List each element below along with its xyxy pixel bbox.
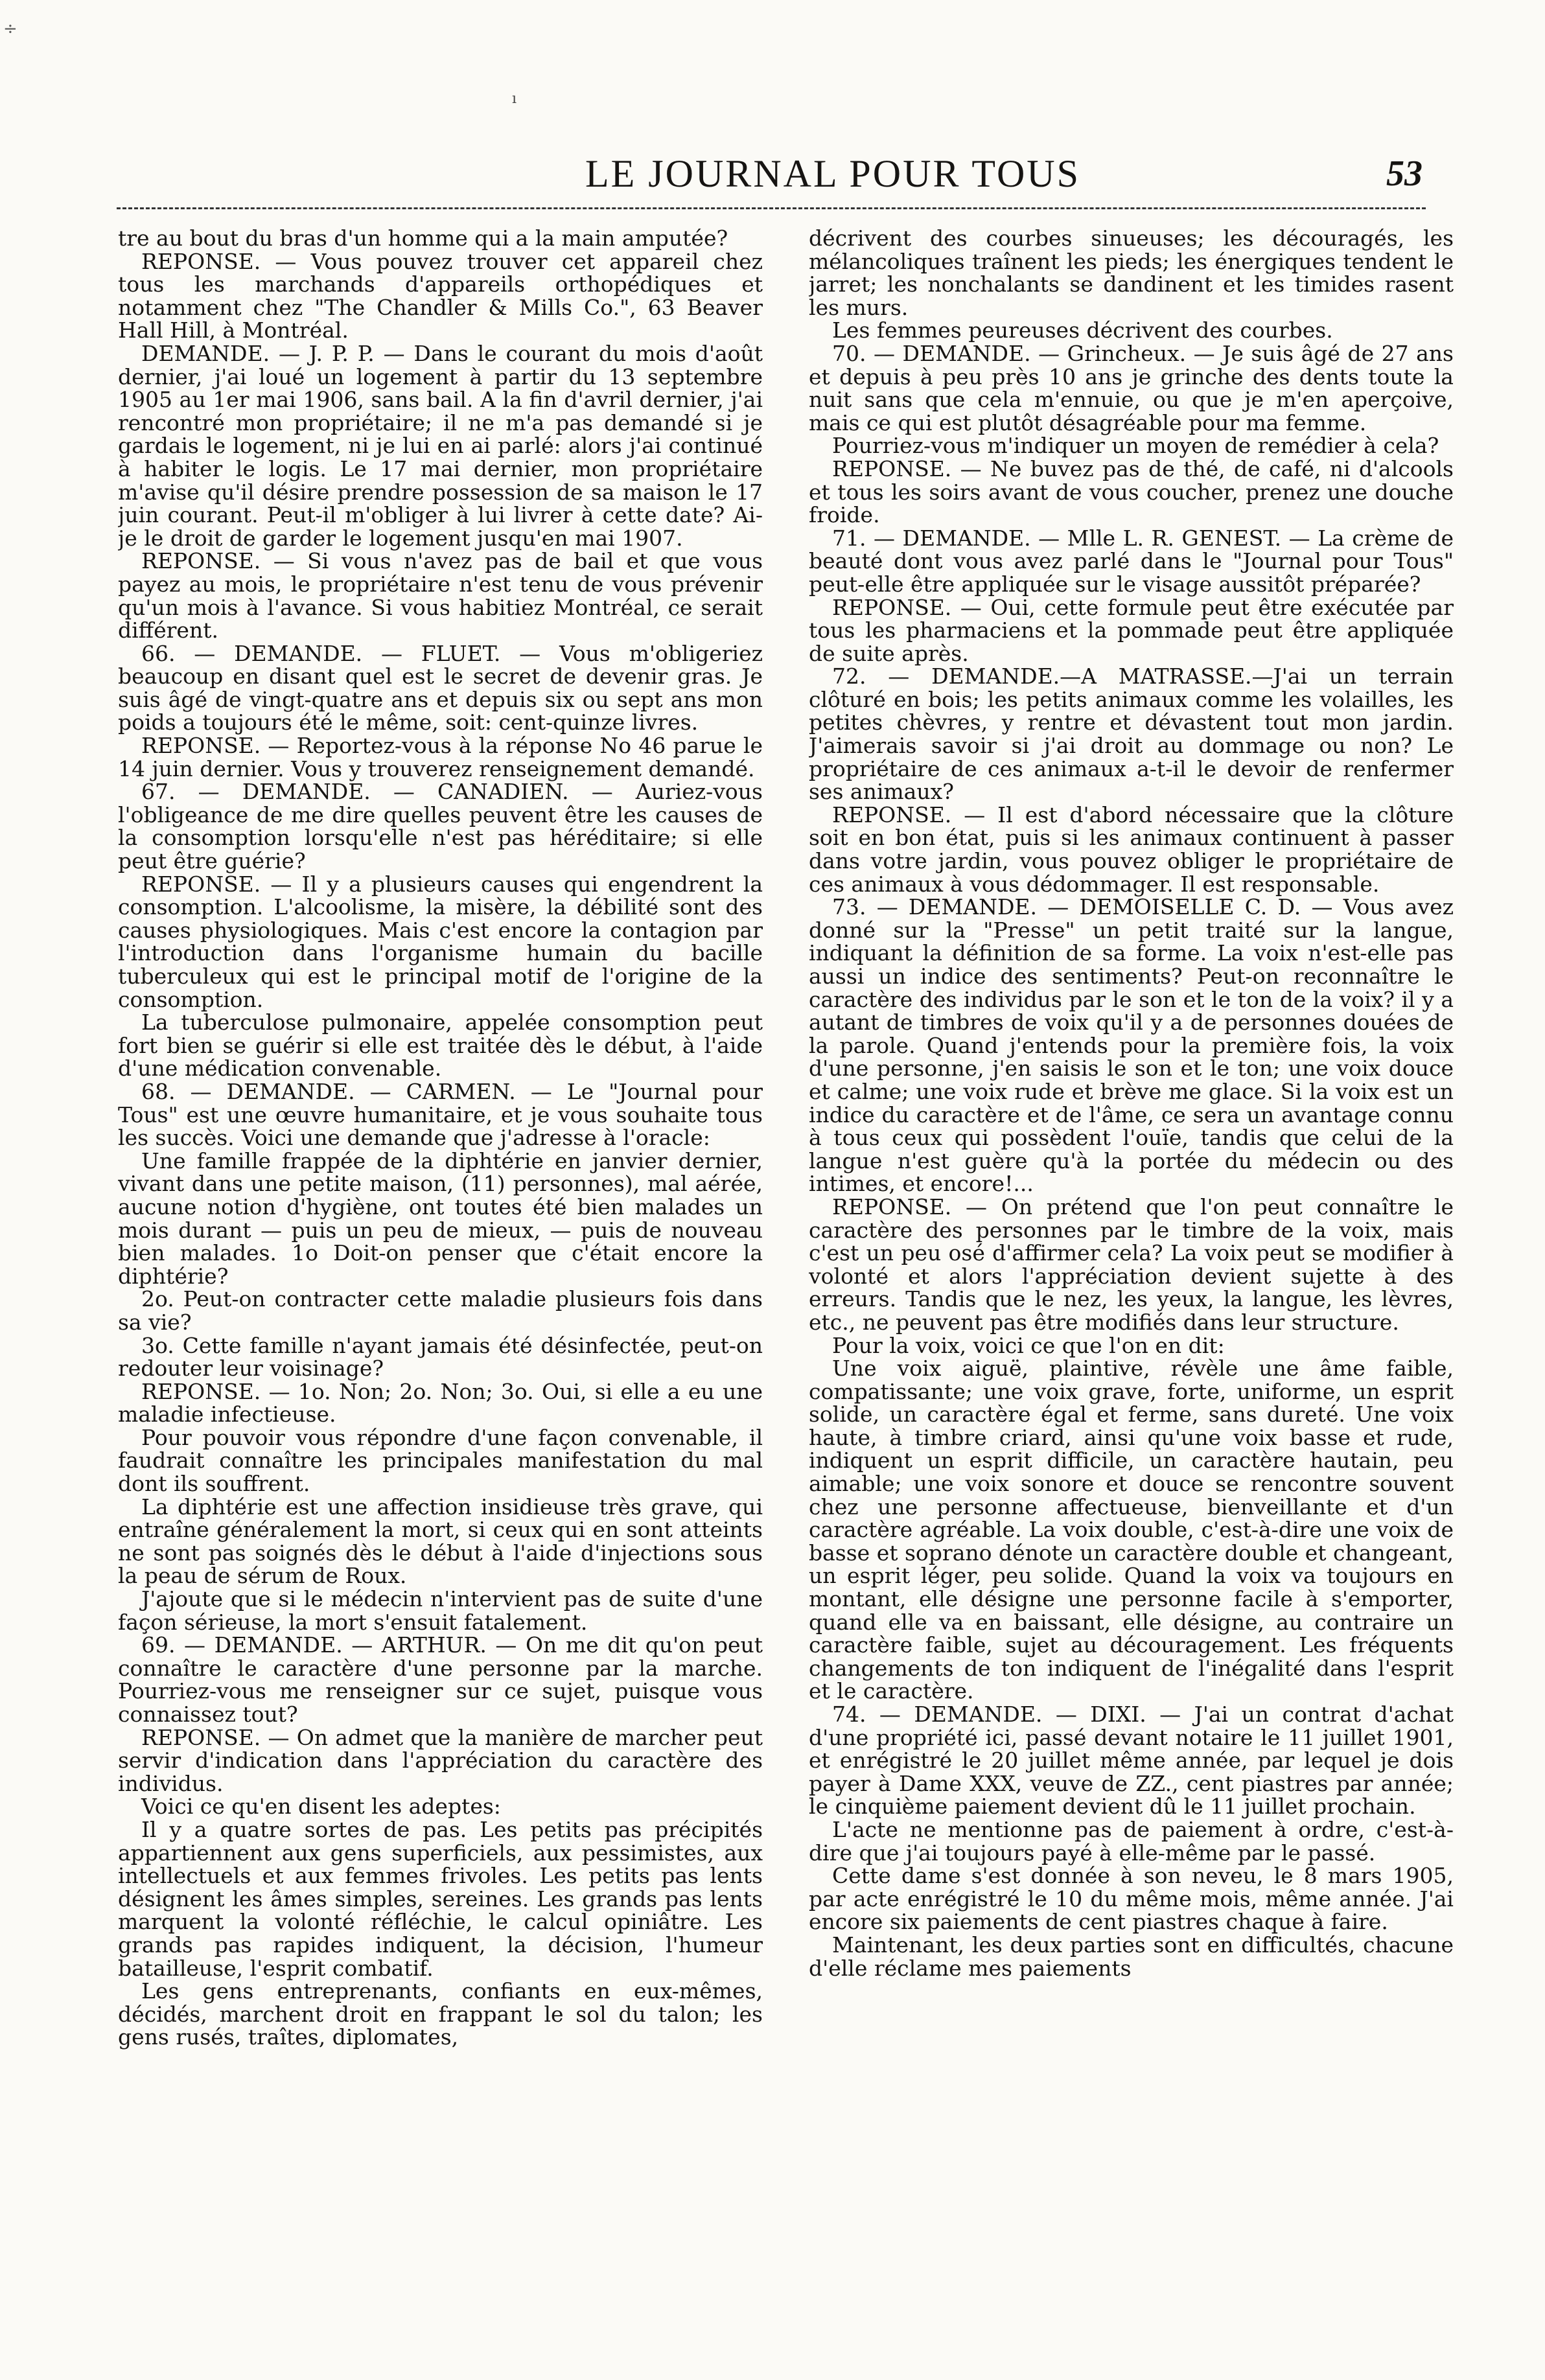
paragraph: Maintenant, les deux parties sont en difficultés, chacune d'elle réclame mes paiements — [809, 1932, 1454, 1981]
paragraph: REPONSE. — Oui, cette formule peut être exécutée par tous les pharmaciens et la pommade peut être appliquée de suite après. — [809, 594, 1454, 666]
paragraph: Une famille frappée de la diphtérie en janvier dernier, vivant dans une petite maison, (11) personnes), mal aérée, aucune notion d'hygiène, ont toutes été bien malades un mois durant — puis un peu de mieux, — puis de nouveau bien malades. 1o Doit-on penser que c'était encore la diphtérie? — [118, 1148, 763, 1289]
paragraph: Pour la voix, voici ce que l'on en dit: — [832, 1332, 1225, 1358]
paragraph: décrivent des courbes sinueuses; les découragés, les mélancoliques traînent les pieds; les énergiques tendent le jarret; les nonchalants se dandinent et les timides rasent les murs. — [809, 227, 1454, 320]
paragraph: Une voix aiguë, plaintive, révèle une âme faible, compatissante; une voix grave, forte, uniforme, un esprit solide, un caractère égal et ferme, sans dureté. Une voix haute, à timbre criard, ainsi qu'une voix basse et rude, indiquent un esprit difficile, un caractère hautain, peu aimable; une voix sonore et douce se rencontre souvent chez une personne affectueuse, bienveillante et d'un caractère agréable. La voix double, c'est-à-dire une voix de basse et soprano dénote un caractère double et changeant, un esprit léger, peu solide. Quand la voix va toujours en montant, elle désigne une personne facile à s'emporter, quand elle va en baissant, elle désigne, au contraire un caractère faible, sujet au découragement. Les fréquents changements de ton indiquent de l'inégalité dans l'esprit et le caractère. — [809, 1356, 1454, 1704]
page-header — [113, 148, 1429, 206]
paragraph: La tuberculose pulmonaire, appelée consomption peut fort bien se guérir si elle est traitée dès le début, à l'aide d'une médication convenable. — [118, 1010, 763, 1081]
paragraph: Les femmes peureuses décrivent des courbes. — [832, 318, 1333, 343]
paragraph: Cette dame s'est donnée à son neveu, le 8 mars 1905, par acte enrégistré le 10 du même mois, même année. J'ai encore six paiements de cent piastres chaque à faire. — [809, 1863, 1454, 1935]
fold-mark: ı — [512, 91, 517, 107]
paragraph: 73. — DEMANDE. — DEMOISELLE C. D. — Vous avez donné sur la "Presse" un petit traité sur la langue, indiquant la définition de sa forme. La voix n'est-elle pas aussi un indice des sentiments? Peut-on reconnaître le caractère des individus par le son et le ton de la voix? il y a autant de timbres de voix qu'il y a de personnes douées de la parole. Quand j'entends pour la première fois, la voix d'une personne, j'en saisis le son et le ton; une voix douce et calme; une voix rude et brève me glace. Si la voix est un indice du caractère et de l'âme, ce sera un avantage connu à tous ceux qui possèdent l'ouïe, tandis que celui de la langue n'est guère qu'à la portée du médecin ou des intimes, et encore!... — [809, 894, 1454, 1197]
paragraph: 74. — DEMANDE. — DIXI. — J'ai un contrat d'achat d'une propriété ici, passé devant notaire le 11 juillet 1901, et enrégistré le 20 juillet même année, par lequel je dois payer à Dame XXX, veuve de ZZ., cent piastres par année; le cinquième paiement devient dû le 11 juillet prochain. — [809, 1702, 1454, 1820]
paragraph: REPONSE. — Il y a plusieurs causes qui engendrent la consomption. L'alcoolisme, la misère, la débilité sont des causes physiologiques. Mais c'est encore la contagion par l'introduction dans l'organisme humain du bacille tuberculeux qui est le principal motif de l'origine de la consomption. — [118, 871, 763, 1012]
paragraph: Voici ce qu'en disent les adeptes: — [141, 1794, 501, 1820]
paragraph: REPONSE. — Il est d'abord nécessaire que la clôture soit en bon état, puis si les animaux continuent à passer dans votre jardin, vous pouvez obliger le propriétaire de ces animaux à vous dédommager. Il est responsable. — [809, 802, 1454, 897]
paragraph: Il y a quatre sortes de pas. Les petits pas précipités appartiennent aux gens superficiels, aux pessimistes, aux intellectuels et aux femmes frivoles. Les petits pas lents désignent les âmes simples, sereines. Les grands pas lents marquent la volonté réfléchie, le calcul opiniâtre. Les grands pas rapides indiquent, la décision, l'humeur batailleuse, l'esprit combatif. — [118, 1816, 763, 1981]
paragraph: tre au bout du bras d'un homme qui a la main amputée? — [118, 227, 728, 251]
paragraph: 3o. Cette famille n'ayant jamais été désinfectée, peut-on redouter leur voisinage? — [118, 1332, 763, 1381]
paragraph: L'acte ne mentionne pas de paiement à ordre, c'est-à-dire que j'ai toujours payé à elle-même par le passé. — [809, 1816, 1454, 1866]
paragraph: 71. — DEMANDE. — Mlle L. R. GENEST. — La crème de beauté dont vous avez parlé dans le "Journal pour Tous" peut-elle être appliquée sur le visage aussitôt préparée? — [809, 525, 1454, 597]
paragraph: REPONSE. — Reportez-vous à la réponse No 46 parue le 14 juin dernier. Vous y trouverez renseignement demandé. — [118, 733, 763, 781]
paragraph: REPONSE. — On admet que la manière de marcher peut servir d'indication dans l'appréciation du caractère des individus. — [118, 1724, 763, 1796]
paragraph: 69. — DEMANDE. — ARTHUR. — On me dit qu'on peut connaître le caractère d'une personne par la marche. Pourriez-vous me renseigner sur ce sujet, puisque vous connaissez tout? — [118, 1632, 763, 1727]
left-column — [118, 227, 763, 2365]
paragraph: Pourriez-vous m'indiquer un moyen de remédier à cela? — [832, 433, 1439, 459]
paragraph: REPONSE. — On prétend que l'on peut connaître le caractère des personnes par le timbre de la voix, mais c'est un peu osé d'affirmer cela? La voix peut se modifier à volonté et alors l'appréciation devient sujette à des erreurs. Tandis que le nez, les yeux, la langue, les lèvres, etc., ne peuvent pas être modifiés dans leur structure. — [809, 1194, 1454, 1335]
paragraph: 2o. Peut-on contracter cette maladie plusieurs fois dans sa vie? — [118, 1286, 763, 1335]
gutter-mark: ÷ — [3, 19, 17, 39]
paragraph: REPONSE. — Ne buvez pas de thé, de café, ni d'alcools et tous les soirs avant de vous coucher, prenez une douche froide. — [809, 456, 1454, 528]
right-column — [809, 227, 1454, 2365]
paragraph: REPONSE. — Vous pouvez trouver cet appareil chez tous les marchands d'appareils orthopédiques et notamment chez "The Chandler & Mills Co.", 63 Beaver Hall Hill, à Montréal. — [118, 248, 763, 343]
paragraph: 66. — DEMANDE. — FLUET. — Vous m'obligeriez beaucoup en disant quel est le secret de devenir gras. Je suis âgé de vingt-quatre ans et depuis six ou sept ans mon poids a toujours été le même, soit: cent-quinze livres. — [118, 640, 763, 735]
page-number: 53 — [1386, 154, 1423, 194]
paragraph: DEMANDE. — J. P. P. — Dans le courant du mois d'août dernier, j'ai loué un logement à partir du 13 septembre 1905 au 1er mai 1906, sans bail. A la fin d'avril dernier, j'ai rencontré mon propriétaire; il ne m'a pas demandé si je gardais le logement, ni je lui en ai parlé: alors j'ai continué à habiter le logis. Le 17 mai dernier, mon propriétaire m'avise qu'il désire prendre possession de sa maison le 17 juin courant. Peut-il m'obliger à lui livrer à cette date? Ai-je le droit de garder le logement jusqu'en mai 1907. — [118, 340, 763, 551]
paragraph: 68. — DEMANDE. — CARMEN. — Le "Journal pour Tous" est une œuvre humanitaire, et je vous souhaite tous les succès. Voici une demande que j'adresse à l'oracle: — [118, 1078, 763, 1151]
paragraph: 67. — DEMANDE. — CANADIEN. — Auriez-vous l'obligeance de me dire quelles peuvent être les causes de la consomption lorsqu'elle n'est pas héréditaire; si elle peut être guérie? — [118, 779, 763, 874]
paragraph: La diphtérie est une affection insidieuse très grave, qui entraîne généralement la mort, si ceux qui en sont atteints ne sont pas soignés dès le début à l'aide d'injections sous la peau de sérum de Roux. — [118, 1494, 763, 1589]
paragraph: 70. — DEMANDE. — Grincheux. — Je suis âgé de 27 ans et depuis à peu près 10 ans je grinche des dents toute la nuit sans que cela m'ennuie, ou que je m'en aperçoive, mais ce qui est plutôt désagréable pour ma femme. — [809, 340, 1454, 435]
paragraph: REPONSE. — 1o. Non; 2o. Non; 3o. Oui, si elle a eu une maladie infectieuse. — [118, 1378, 763, 1427]
paragraph: Pour pouvoir vous répondre d'une façon convenable, il faudrait connaître les principales manifestation du mal dont ils souffrent. — [118, 1424, 763, 1497]
header-rule — [117, 207, 1426, 209]
journal-title: LE JOURNAL POUR TOUS — [585, 152, 1080, 195]
paragraph: Les gens entreprenants, confiants en eux-mêmes, décidés, marchent droit en frappant le sol du talon; les gens rusés, traîtes, diplomates, — [118, 1978, 763, 2050]
paragraph: REPONSE. — Si vous n'avez pas de bail et que vous payez au mois, le propriétaire n'est tenu de vous prévenir qu'un mois à l'avance. Si vous habitiez Montréal, ce serait différent. — [118, 548, 763, 643]
paragraph: 72. — DEMANDE.—A MATRASSE.—J'ai un terrain clôturé en bois; les petits animaux comme les volailles, les petites chèvres, y rentre et dévastent tout mon jardin. J'aimerais savoir si j'ai droit au dommage ou non? Le propriétaire de ces animaux a-t-il le devoir de renfermer ses animaux? — [809, 664, 1454, 805]
paragraph: J'ajoute que si le médecin n'intervient pas de suite d'une façon sérieuse, la mort s'ensuit fatalement. — [118, 1586, 763, 1635]
